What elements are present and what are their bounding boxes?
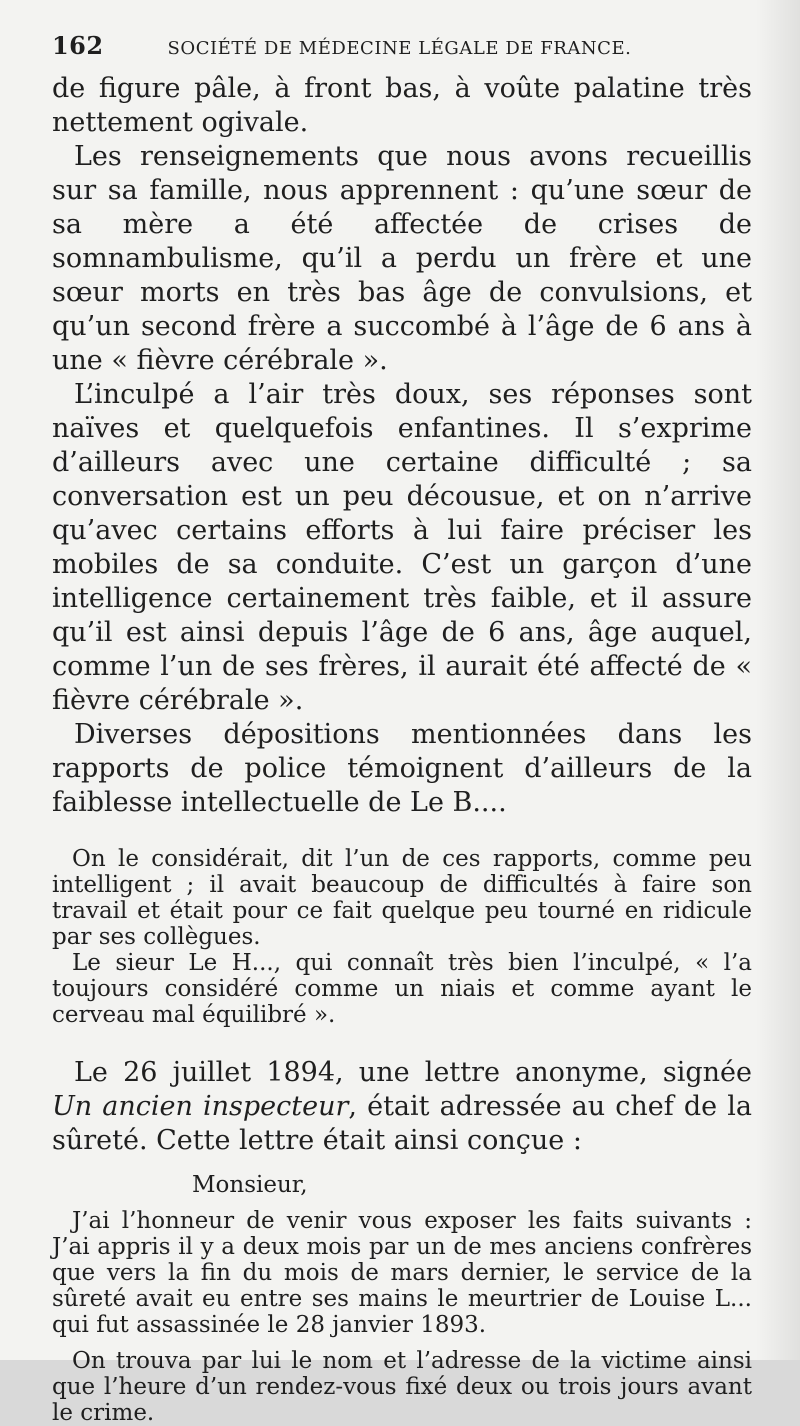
journal-title: SOCIÉTÉ DE MÉDECINE LÉGALE DE FRANCE. — [167, 38, 632, 59]
page-number: 162 — [52, 31, 104, 60]
paragraph-continuation: de figure pâle, à front bas, à voûte palatine très nettement ogivale. — [52, 73, 752, 138]
paragraph-police-depositions: Diverses dépositions mentionnées dans les rapports de police témoignent d’ailleurs de la faiblesse intellectuelle de Le B.... — [52, 719, 752, 818]
letter-signature: Un ancien inspecteur — [52, 1091, 349, 1122]
police-report-quote — [52, 846, 752, 1028]
paragraph-anonymous-letter — [52, 1056, 752, 1158]
anonymous-letter — [52, 1172, 752, 1426]
main-text-letter-intro — [52, 1056, 752, 1158]
letter-intro-after: , était adressée au chef de la sûreté. Cette lettre était ainsi conçue : — [52, 1091, 753, 1156]
letter-intro-before: Le 26 juillet 1894, une lettre anonyme, signée — [74, 1057, 752, 1088]
letter-salutation: Monsieur, — [192, 1172, 308, 1198]
running-head — [52, 31, 752, 60]
main-text — [52, 72, 752, 820]
letter-paragraph-1: J’ai l’honneur de venir vous exposer les faits suivants : J’ai appris il y a deux mois par un de mes anciens confrères que vers la fin du mois de mars dernier, le service de la sûreté avait eu entre ses mains le meurtrier de Louise L... qui fut assassinée le 28 janvier 1893. — [52, 1208, 752, 1338]
paragraph-character: L’inculpé a l’air très doux, ses réponses sont naïves et quelquefois enfantines. Il s’exprime d’ailleurs avec une certaine difficulté ; sa conversation est un peu décousue, et on n’arrive qu’avec certains efforts à lui faire préciser les mobiles de sa conduite. C’est un garçon d’une intelligence certainement très faible, et il assure qu’il est ainsi depuis l’âge de 6 ans, âge auquel, comme l’un de ses frères, il aurait été affecté de « fièvre cérébrale ». — [52, 379, 752, 716]
quote-paragraph-2: Le sieur Le H..., qui connaît très bien l’inculpé, « l’a toujours considéré comme un niais et comme ayant le cerveau mal équilibré ». — [52, 950, 752, 1028]
letter-paragraph-2: On trouva par lui le nom et l’adresse de la victime ainsi que l’heure d’un rendez-vous fixé deux ou trois jours avant le crime. — [52, 1348, 752, 1426]
quote-paragraph-1: On le considérait, dit l’un de ces rapports, comme peu intelligent ; il avait beaucoup de difficultés à faire son travail et était pour ce fait quelque peu tourné en ridicule par ses collègues. — [52, 846, 752, 950]
paragraph-family-history: Les renseignements que nous avons recueillis sur sa famille, nous apprennent : qu’une sœur de sa mère a été affectée de crises de somnambulisme, qu’il a perdu un frère et une sœur morts en très bas âge de convulsions, et qu’un second frère a succombé à l’âge de 6 ans à une « fièvre cérébrale ». — [52, 141, 752, 376]
